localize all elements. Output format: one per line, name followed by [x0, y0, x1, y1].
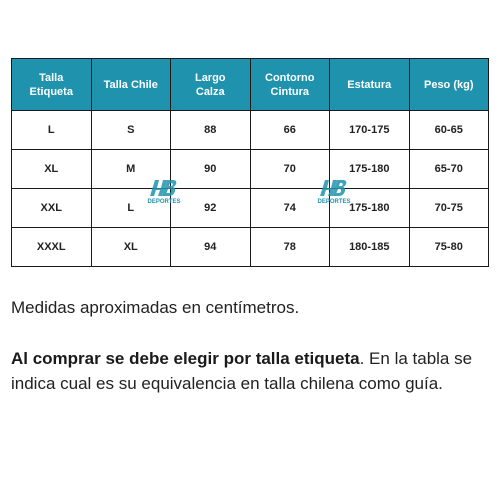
cell-contorno-cintura: 78	[250, 228, 330, 267]
header-talla-etiqueta: Talla Etiqueta	[12, 59, 92, 111]
cell-talla-etiqueta: L	[12, 111, 92, 150]
cell-contorno-cintura: 74	[250, 189, 330, 228]
cell-talla-chile: XL	[91, 228, 171, 267]
svg-text:DEPORTES: DEPORTES	[317, 199, 351, 204]
table-row	[12, 111, 489, 150]
cell-estatura: 180-185	[330, 228, 410, 267]
cell-talla-etiqueta: XXL	[12, 189, 92, 228]
header-estatura: Estatura	[330, 59, 410, 111]
svg-text:DEPORTES: DEPORTES	[147, 199, 181, 204]
table-row	[12, 150, 489, 189]
table-row	[12, 189, 489, 228]
cell-largo-calza: 92	[171, 189, 251, 228]
header-talla-chile: Talla Chile	[91, 59, 171, 111]
cell-talla-chile: S	[91, 111, 171, 150]
cell-peso: 70-75	[409, 189, 489, 228]
instructions-rest: . En la tabla se indica cual es su equivalencia en talla chilena como guía.	[11, 349, 473, 393]
cell-peso: 60-65	[409, 111, 489, 150]
cell-talla-etiqueta: XL	[12, 150, 92, 189]
cell-talla-etiqueta: XXXL	[12, 228, 92, 267]
header-peso: Peso (kg)	[409, 59, 489, 111]
table-row	[12, 228, 489, 267]
cell-estatura: 170-175	[330, 111, 410, 150]
size-table	[11, 58, 489, 267]
cell-estatura: 175-180	[330, 150, 410, 189]
header-contorno-cintura: Contorno Cintura	[250, 59, 330, 111]
cell-estatura: 175-180	[330, 189, 410, 228]
cell-talla-chile: L	[91, 189, 171, 228]
cell-largo-calza: 94	[171, 228, 251, 267]
cell-peso: 65-70	[409, 150, 489, 189]
cell-contorno-cintura: 70	[250, 150, 330, 189]
cell-largo-calza: 88	[171, 111, 251, 150]
cell-peso: 75-80	[409, 228, 489, 267]
cell-talla-chile: M	[91, 150, 171, 189]
cell-contorno-cintura: 66	[250, 111, 330, 150]
instructions-bold: Al comprar se debe elegir por talla etiqueta	[11, 349, 360, 368]
purchase-instructions	[11, 346, 491, 396]
measurement-note: Medidas aproximadas en centímetros.	[11, 298, 300, 317]
table-header-row	[12, 59, 489, 111]
cell-largo-calza: 90	[171, 150, 251, 189]
header-largo-calza: Largo Calza	[171, 59, 251, 111]
